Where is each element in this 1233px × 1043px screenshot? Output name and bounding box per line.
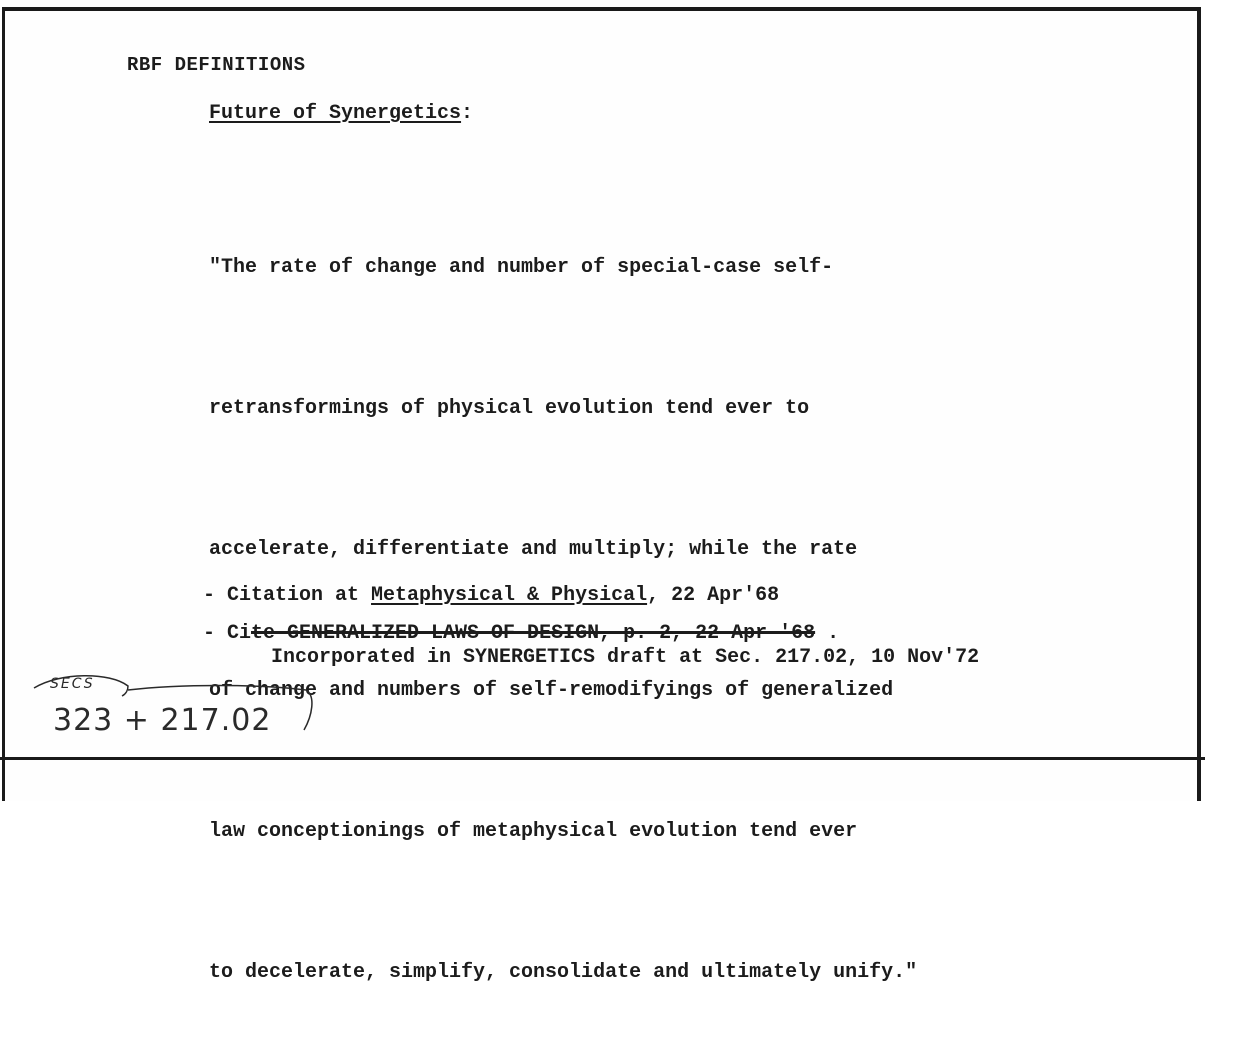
incorporation-note: Incorporated in SYNERGETICS draft at Sec. 217.02, 10 Nov'72 bbox=[271, 646, 980, 669]
handwritten-section-note: 323 + 217.02 bbox=[53, 703, 272, 738]
document-header: RBF DEFINITIONS bbox=[127, 54, 306, 76]
quote-line: "The rate of change and number of special-case self- bbox=[209, 256, 834, 279]
quote-line: law conceptionings of metaphysical evolution tend ever bbox=[209, 820, 858, 843]
definition-title-colon: : bbox=[461, 102, 474, 125]
handwritten-secs-label: SECS bbox=[50, 676, 95, 692]
quote-line: of change and numbers of self-remodifyings of generalized bbox=[209, 679, 894, 702]
struck-citation-suffix: . bbox=[815, 622, 840, 645]
quote-line: to decelerate, simplify, consolidate and ultimately unify." bbox=[209, 961, 918, 984]
quote-line: accelerate, differentiate and multiply; while the rate bbox=[209, 538, 858, 561]
citation-date: , 22 Apr'68 bbox=[647, 584, 780, 607]
citation-link: Metaphysical & Physical bbox=[371, 584, 648, 607]
struck-citation-line bbox=[203, 622, 839, 645]
citation-prefix: - Citation at bbox=[203, 584, 372, 607]
struck-citation-prefix: - Ci bbox=[203, 622, 252, 645]
definition-title-text: Future of Synergetics bbox=[209, 102, 462, 125]
struck-citation-text: te GENERALIZED LAWS OF DESIGN, p. 2, 22 Apr '68 bbox=[251, 622, 816, 645]
citation-line bbox=[203, 584, 779, 607]
definition-title bbox=[209, 102, 473, 125]
quote-line: retransformings of physical evolution tend ever to bbox=[209, 397, 810, 420]
